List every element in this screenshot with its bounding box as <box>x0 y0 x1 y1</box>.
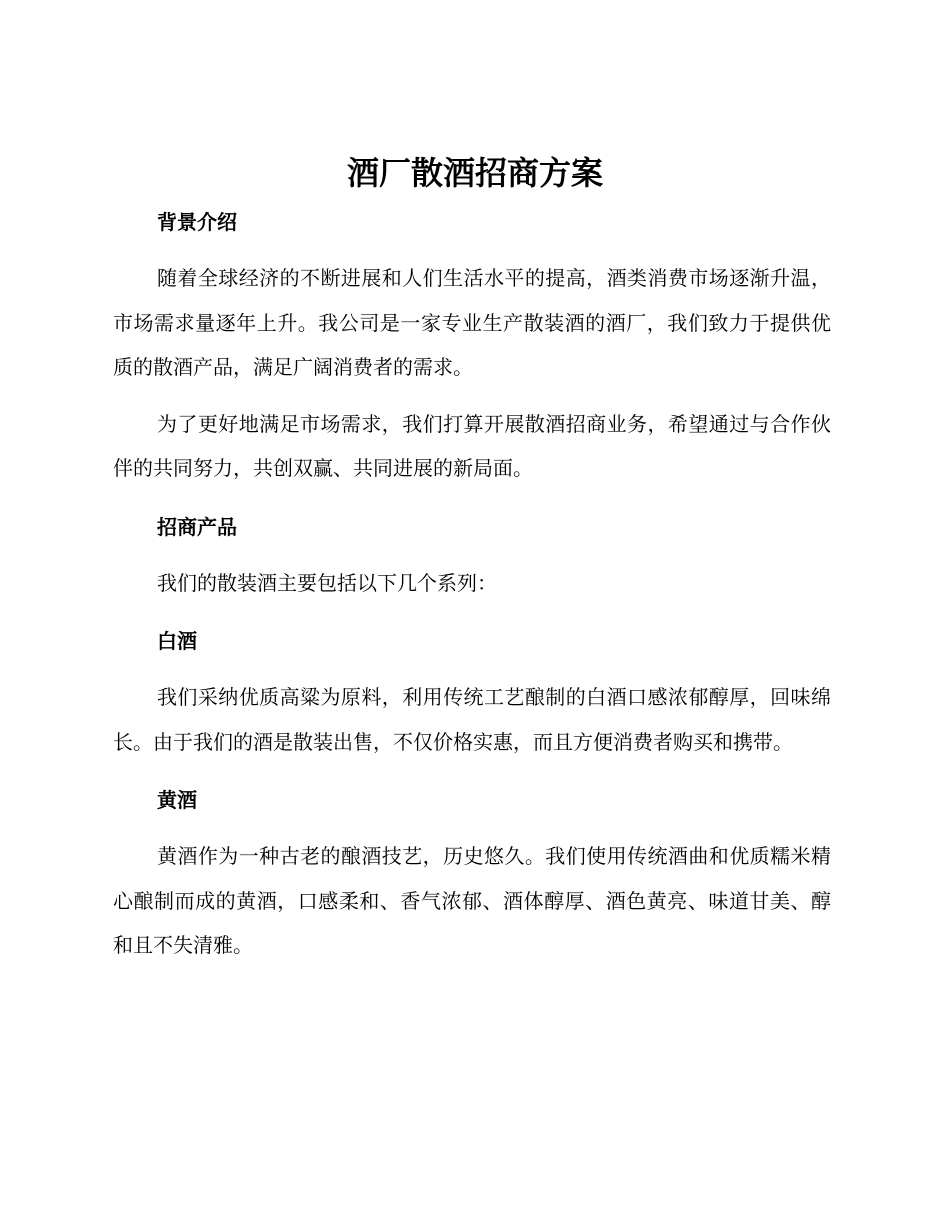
spacer <box>113 390 831 402</box>
section-heading-baijiu: 白酒 <box>157 629 197 653</box>
spacer <box>113 764 831 778</box>
paragraph-huangjiu-1: 黄酒作为一种古老的酿酒技艺，历史悠久。我们使用传统酒曲和优质糯米精心酿制而成的黄酒，口感柔和、香气浓郁、酒体醇厚、酒色黄亮、味道甘美、醇和且不失清雅。 <box>113 844 831 957</box>
paragraph-background-2: 为了更好地满足市场需求，我们打算开展散酒招商业务，希望通过与合作伙伴的共同努力，共创双赢、共同进展的新局面。 <box>113 411 831 480</box>
spacer <box>113 605 831 619</box>
spacer <box>113 549 831 561</box>
paragraph-baijiu-1: 我们采纳优质高粱为原料，利用传统工艺酿制的白酒口感浓郁醇厚，回味绵长。由于我们的酒是散装出售，不仅价格实惠，而且方便消费者购买和携带。 <box>113 685 831 754</box>
section-heading-products: 招商产品 <box>157 514 237 539</box>
spacer <box>113 663 831 675</box>
section-heading-huangjiu: 黄酒 <box>157 788 197 812</box>
paragraph-products-intro: 我们的散装酒主要包括以下几个系列： <box>157 570 497 595</box>
document-body <box>113 200 831 968</box>
spacer <box>113 244 831 256</box>
document-title: 酒厂散酒招商方案 <box>346 154 603 192</box>
paragraph-background-1: 随着全球经济的不断进展和人们生活水平的提高，酒类消费市场逐渐升温，市场需求量逐年上升。我公司是一家专业生产散装酒的酒厂，我们致力于提供优质的散酒产品，满足广阔消费者的需求。 <box>113 266 831 379</box>
spacer <box>113 822 831 834</box>
spacer <box>113 491 831 505</box>
section-heading-background: 背景介绍 <box>157 210 237 234</box>
